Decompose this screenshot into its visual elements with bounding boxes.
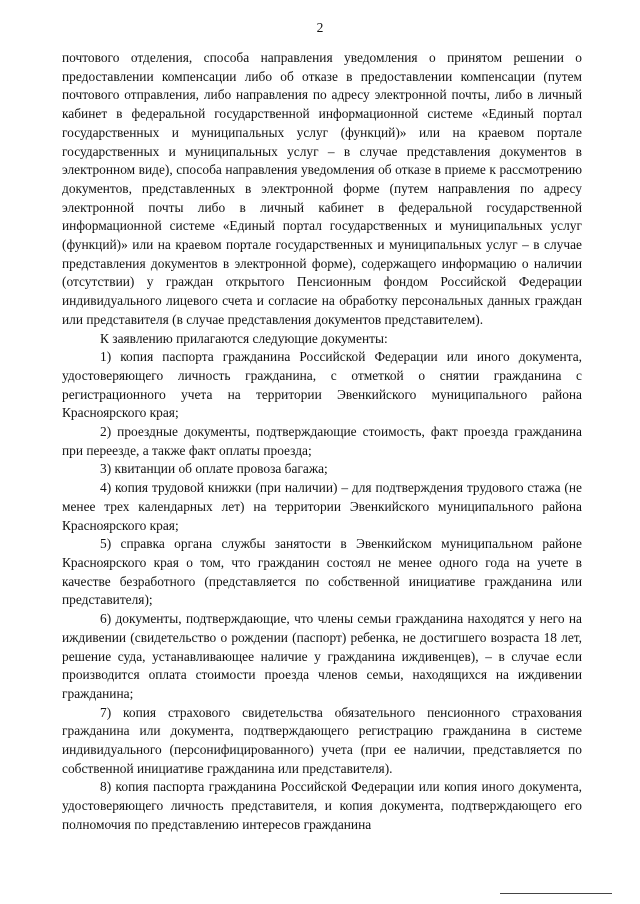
list-item-6: 6) документы, подтверждающие, что члены семьи гражданина находятся у него на иждивении (свидетельство о рождении (паспорт) ребенка, не достигшего возраста 18 лет, решение суда, устанавливающее наличие у гражданина иждивенцев), – в случае если производится оплата стоимости проезда членов семьи, находящихся на иждивении гражданина;	[62, 611, 582, 701]
list-item-4: 4) копия трудовой книжки (при наличии) – для подтверждения трудового стажа (не менее трех календарных лет) на территории Эвенкийского муниципального района Красноярского края;	[62, 480, 582, 533]
list-item-5: 5) справка органа службы занятости в Эвенкийском муниципальном районе Красноярского края о том, что гражданин состоял не менее одного года на учете в качестве безработного (представляется по собственной инициативе гражданина или представителя);	[62, 536, 582, 608]
list-item-2: 2) проездные документы, подтверждающие стоимость, факт проезда гражданина при переезде, а также факт оплаты проезда;	[62, 424, 582, 458]
list-item-7: 7) копия страхового свидетельства обязательного пенсионного страхования гражданина или документа, подтверждающего регистрацию гражданина в системе индивидуального (персонифицированного) учета (при ее наличии, представляется по собственной инициативе гражданина или представителя).	[62, 704, 582, 776]
page-number: 2	[316, 20, 324, 35]
paragraph-attachments-intro: К заявлению прилагаются следующие документы:	[100, 330, 388, 346]
paragraph-continuation: почтового отделения, способа направления уведомления о принятом решении о предоставлении компенсации либо об отказе в предоставлении компенсации (путем почтового отправления, либо направления по адресу электронной почты, либо в личный кабинет в федеральной государственной информационной системе «Единый портал государственных и муниципальных услуг (функций)» или на краевом портале государственных и муниципальных услуг – в случае представления документов в электронном виде), способа направления уведомления об отказе в приеме к рассмотрению документов, представленных в электронной форме (путем направления по адресу электронной почты либо в личный кабинет в федеральной государственной информационной системе «Единый портал государственных и муниципальных услуг (функций)» или на краевом портале государственных и муниципальных услуг – в случае представления документов в электронной форме), содержащего информацию о наличии (отсутствии) у граждан открытого Пенсионным фондом Российской Федерации индивидуального лицевого счета и согласие на обработку персональных данных граждан или представителя (в случае представления документов представителем).	[62, 50, 582, 327]
list-item-1: 1) копия паспорта гражданина Российской Федерации или иного документа, удостоверяющего личность гражданина, с отметкой о снятии гражданина с регистрационного учета на территории Эвенкийского муниципального района Красноярского края;	[62, 349, 582, 421]
footer-rule	[500, 893, 612, 894]
document-body	[62, 49, 582, 835]
list-item-8: 8) копия паспорта гражданина Российской Федерации или копия иного документа, удостоверяющего личность представителя, и копия документа, подтверждающего его полномочия по представлению интересов гражданина	[62, 779, 582, 832]
list-item-3: 3) квитанции об оплате провоза багажа;	[100, 461, 328, 477]
